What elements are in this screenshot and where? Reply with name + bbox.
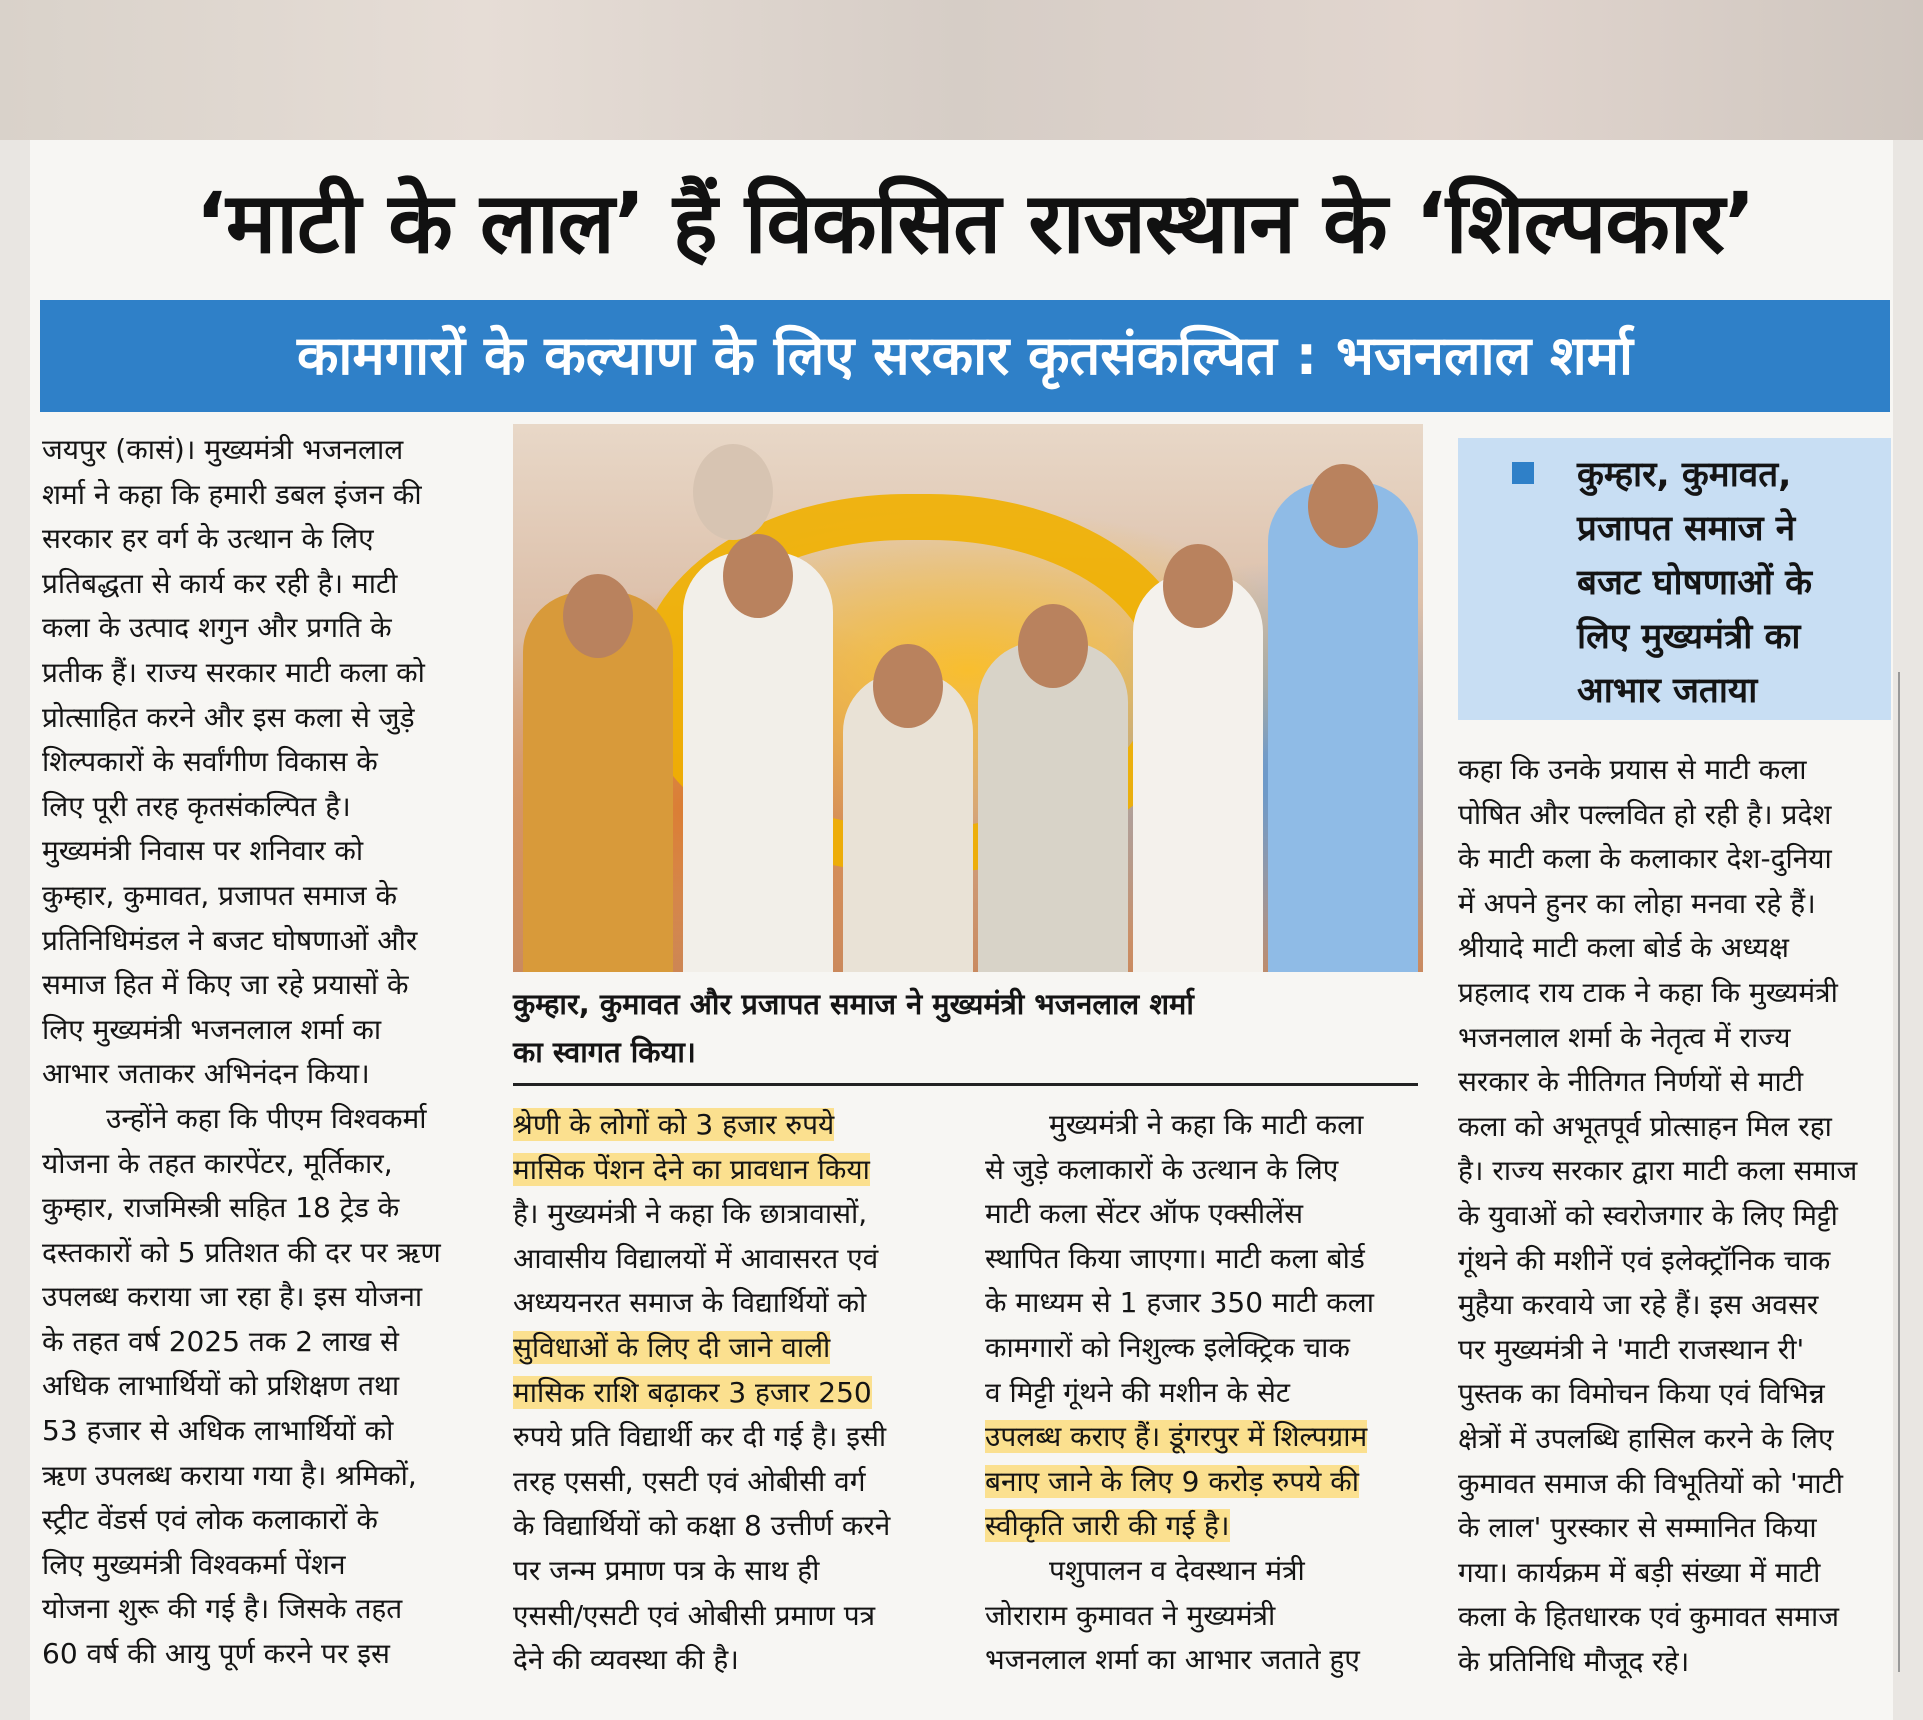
person-head — [1163, 544, 1233, 628]
text-line: स्थापित किया जाएगा। माटी कला बोर्ड — [985, 1241, 1365, 1275]
text-line: में अपने हुनर का लोहा मनवा रहे हैं। — [1458, 886, 1816, 920]
text-line: सुविधाओं के लिए दी जाने वाली — [513, 1330, 831, 1364]
text-line: स्ट्रीट वेंडर्स एवं लोक कलाकारों के — [42, 1503, 378, 1537]
text-line: एससी/एसटी एवं ओबीसी प्रमाण पत्र — [513, 1598, 876, 1632]
text-line: मुख्यमंत्री ने कहा कि माटी कला — [1049, 1108, 1364, 1141]
text-line: सरकार के नीतिगत निर्णयों से माटी — [1458, 1065, 1804, 1099]
text-line: के तहत वर्ष 2025 तक 2 लाख से — [42, 1324, 399, 1358]
text-line: प्रोत्साहित करने और इस कला से जुड़े — [42, 700, 415, 734]
text-line: से जुड़े कलाकारों के उत्थान के लिए — [985, 1152, 1339, 1186]
text-line: आवासीय विद्यालयों में आवासरत एवं — [513, 1241, 879, 1275]
person-head — [873, 644, 943, 728]
highlight-line: आभार जताया — [1577, 671, 1758, 711]
text-line: उन्होंने कहा कि पीएम विश्वकर्मा — [106, 1101, 427, 1135]
text-line: श्रीयादे माटी कला बोर्ड के अध्यक्ष — [1458, 931, 1789, 965]
text-line: मुख्यमंत्री निवास पर शनिवार को — [42, 834, 364, 868]
headline: ‘माटी के लाल’ हैं विकसित राजस्थान के ‘शिल्पकार’ — [195, 174, 1755, 272]
text-line: दस्तकारों को 5 प्रतिशत की दर पर ऋण — [42, 1235, 441, 1269]
text-line: पर जन्म प्रमाण पत्र के साथ ही — [513, 1553, 820, 1587]
person-head — [1018, 604, 1088, 688]
text-line: आभार जताकर अभिनंदन किया। — [42, 1057, 370, 1091]
text-line: माटी कला सेंटर ऑफ एक्सीलेंस — [985, 1197, 1304, 1231]
text-line: के प्रतिनिधि मौजूद रहे। — [1458, 1644, 1690, 1678]
text-line: पर मुख्यमंत्री ने 'माटी राजस्थान री' — [1458, 1332, 1805, 1366]
person-figure — [1268, 482, 1418, 972]
text-line: तरह एससी, एसटी एवं ओबीसी वर्ग — [513, 1464, 866, 1498]
caption-divider — [513, 1083, 1418, 1086]
text-line: व मिट्टी गूंथने की मशीन के सेट — [985, 1375, 1290, 1409]
text-line: योजना के तहत कारपेंटर, मूर्तिकार, — [42, 1146, 393, 1180]
person-figure — [1133, 572, 1263, 972]
text-line: उपलब्ध कराया जा रहा है। इस योजना — [42, 1280, 423, 1314]
text-line: के लाल' पुरस्कार से सम्मानित किया — [1458, 1511, 1817, 1545]
text-line: सरकार हर वर्ग के उत्थान के लिए — [42, 522, 374, 556]
page-edge-rule — [1898, 672, 1900, 1672]
article-column-2 — [513, 1103, 951, 1683]
person-figure — [978, 642, 1128, 972]
text-line: कला के हितधारक एवं कुमावत समाज — [1458, 1600, 1840, 1634]
highlight-line: कुम्हार, कुमावत, — [1577, 455, 1792, 495]
person-head — [1308, 464, 1378, 548]
blurred-top-background — [0, 0, 1923, 140]
highlight-line: प्रजापत समाज ने — [1577, 509, 1796, 549]
text-line: अधिक लाभार्थियों को प्रशिक्षण तथा — [42, 1369, 400, 1403]
text-line: लिए मुख्यमंत्री विश्वकर्मा पेंशन — [42, 1547, 346, 1581]
article-column-4 — [1458, 748, 1894, 1684]
text-line: प्रतिनिधिमंडल ने बजट घोषणाओं और — [42, 923, 418, 957]
highlight-box-text — [1577, 448, 1887, 718]
highlight-line: बजट घोषणाओं के — [1577, 563, 1812, 603]
text-line: 60 वर्ष की आयु पूर्ण करने पर इस — [42, 1637, 390, 1671]
text-line: शिल्पकारों के सर्वांगीण विकास के — [42, 745, 378, 779]
article-column-3 — [985, 1103, 1423, 1683]
text-line: जयपुर (कासं)। मुख्यमंत्री भजनलाल — [42, 433, 404, 466]
text-line: बनाए जाने के लिए 9 करोड़ रुपये की — [985, 1464, 1360, 1498]
poster-portrait — [693, 444, 773, 540]
text-line: 53 हजार से अधिक लाभार्थियों को — [42, 1414, 394, 1448]
text-line: है। राज्य सरकार द्वारा माटी कला समाज — [1458, 1154, 1858, 1188]
text-line: पुस्तक का विमोचन किया एवं विभिन्न — [1458, 1377, 1825, 1411]
photo-caption-line-2: का स्वागत किया। — [513, 1035, 696, 1069]
text-line: प्रतिबद्धता से कार्य कर रही है। माटी — [42, 566, 398, 600]
text-line: ऋण उपलब्ध कराया गया है। श्रमिकों, — [42, 1458, 417, 1492]
text-line: के विद्यार्थियों को कक्षा 8 उत्तीर्ण करने — [513, 1509, 891, 1543]
person-head — [563, 574, 633, 658]
square-bullet-icon — [1512, 462, 1534, 484]
news-photo — [513, 424, 1423, 972]
text-line: कामगारों को निशुल्क इलेक्ट्रिक चाक — [985, 1330, 1350, 1364]
person-head — [723, 534, 793, 618]
text-line: अध्ययनरत समाज के विद्यार्थियों को — [513, 1286, 867, 1320]
photo-caption-line-1: कुम्हार, कुमावत और प्रजापत समाज ने मुख्यमंत्री भजनलाल शर्मा — [513, 987, 1194, 1021]
text-line: भजनलाल शर्मा का आभार जताते हुए — [985, 1643, 1360, 1677]
text-line: कुम्हार, राजमिस्त्री सहित 18 ट्रेड के — [42, 1191, 400, 1225]
text-line: गया। कार्यक्रम में बड़ी संख्या में माटी — [1458, 1555, 1821, 1589]
text-line: क्षेत्रों में उपलब्धि हासिल करने के लिए — [1458, 1421, 1834, 1455]
text-line: के माध्यम से 1 हजार 350 माटी कला — [985, 1286, 1374, 1320]
text-line: के माटी कला के कलाकार देश-दुनिया — [1458, 842, 1832, 876]
text-line: लिए मुख्यमंत्री भजनलाल शर्मा का — [42, 1012, 382, 1046]
text-line: उपलब्ध कराए हैं। डूंगरपुर में शिल्पग्राम — [985, 1420, 1368, 1454]
text-line: कहा कि उनके प्रयास से माटी कला — [1458, 753, 1807, 786]
text-line: कला के उत्पाद शगुन और प्रगति के — [42, 611, 392, 645]
subheadline: कामगारों के कल्याण के लिए सरकार कृतसंकल्पित : भजनलाल शर्मा — [296, 324, 1634, 387]
text-line: है। मुख्यमंत्री ने कहा कि छात्रावासों, — [513, 1197, 868, 1231]
text-line: पोषित और पल्लवित हो रही है। प्रदेश — [1458, 797, 1832, 831]
photo-caption — [513, 980, 1423, 1076]
article-column-1 — [42, 428, 480, 1677]
text-line: प्रतीक हैं। राज्य सरकार माटी कला को — [42, 655, 425, 689]
text-line: प्रहलाद राय टाक ने कहा कि मुख्यमंत्री — [1458, 975, 1838, 1009]
text-line: समाज हित में किए जा रहे प्रयासों के — [42, 968, 409, 1002]
text-line: मासिक राशि बढ़ाकर 3 हजार 250 — [513, 1375, 872, 1409]
text-line: श्रेणी के लोगों को 3 हजार रुपये — [513, 1108, 835, 1141]
text-line: स्वीकृति जारी की गई है। — [985, 1509, 1230, 1543]
text-line: योजना शुरू की गई है। जिसके तहत — [42, 1592, 403, 1626]
text-line: कुम्हार, कुमावत, प्रजापत समाज के — [42, 878, 397, 912]
text-line: जोराराम कुमावत ने मुख्यमंत्री — [985, 1598, 1276, 1632]
text-line: पशुपालन व देवस्थान मंत्री — [1049, 1553, 1305, 1587]
text-line: कला को अभूतपूर्व प्रोत्साहन मिल रहा — [1458, 1109, 1832, 1143]
text-line: लिए पूरी तरह कृतसंकल्पित है। — [42, 789, 351, 823]
text-line: के युवाओं को स्वरोजगार के लिए मिट्टी — [1458, 1198, 1838, 1232]
text-line: मुहैया करवाये जा रहे हैं। इस अवसर — [1458, 1288, 1819, 1322]
text-line: रुपये प्रति विद्यार्थी कर दी गई है। इसी — [513, 1420, 887, 1454]
text-line: मासिक पेंशन देने का प्रावधान किया — [513, 1152, 870, 1186]
highlight-line: लिए मुख्यमंत्री का — [1577, 617, 1801, 657]
text-line: कुमावत समाज की विभूतियों को 'माटी — [1458, 1466, 1844, 1500]
text-line: शर्मा ने कहा कि हमारी डबल इंजन की — [42, 477, 422, 511]
text-line: देने की व्यवस्था की है। — [513, 1643, 739, 1677]
text-line: भजनलाल शर्मा के नेतृत्व में राज्य — [1458, 1020, 1791, 1054]
text-line: गूंथने की मशीनें एवं इलेक्ट्रॉनिक चाक — [1458, 1243, 1831, 1277]
